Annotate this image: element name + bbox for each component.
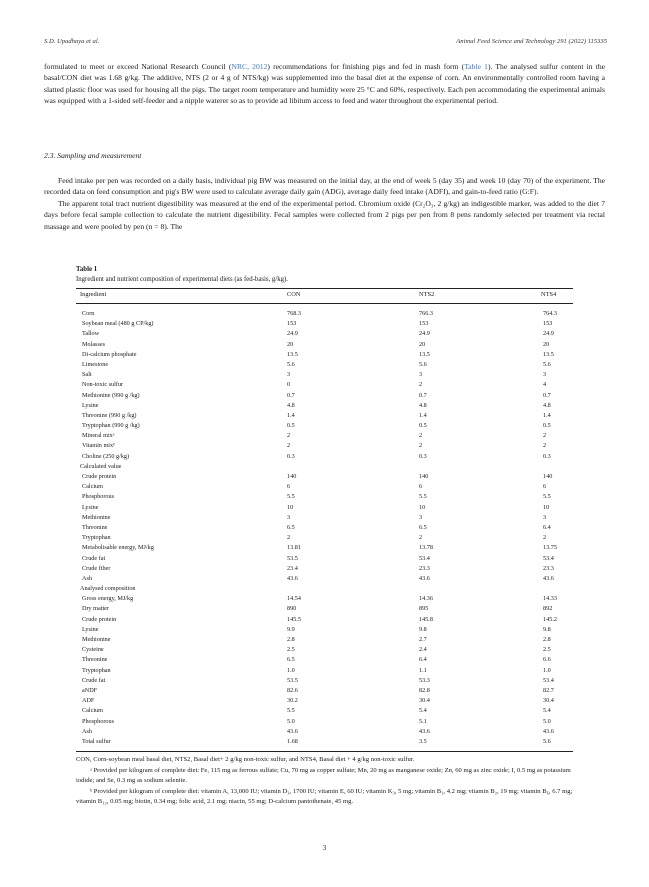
table-cell-ingredient: Choline (250 g/kg) [82, 452, 130, 460]
table-cell-ingredient: Lysine [82, 625, 99, 633]
table-cell-ingredient: Lysine [82, 401, 99, 409]
table-cell-value: 145.5 [287, 615, 301, 623]
table-cell-value: 6.5 [419, 523, 427, 531]
table-cell-ingredient: aNDF [82, 686, 98, 694]
table-cell-value: 1.4 [287, 411, 295, 419]
table-cell-value: 5.0 [543, 717, 551, 725]
table-cell-value: 5.4 [543, 707, 551, 715]
table-cell-value: 1.0 [287, 666, 295, 674]
table-row [76, 574, 573, 584]
table-row [76, 594, 573, 604]
table-cell-value: 2 [543, 432, 547, 440]
table-cell-value: 14.54 [287, 595, 301, 603]
table-cell-ingredient: Mineral mixᵃ [82, 432, 115, 440]
footnote-abbreviations: CON, Corn-soybean meal basal diet, NTS2, Basal diet+ 2 g/kg non-toxic sulfur, and NTS4, Basal diet + 4 g/kg non-toxic sulfur. [76, 756, 415, 763]
table-header-ingredient: Ingredient [80, 291, 107, 298]
table-row [76, 391, 573, 401]
table-footnotes [76, 755, 573, 808]
para1-text-3: ). The analysed sulfur content in the basal/CON diet was 1.68 g/kg. The additive, NTS (2 or 4 g of NTS/kg) was supplemented into the basal diet at the expense of corn. An environmentally controlled room having a slatted plastic floor was used for housing all the pigs. The target room temperature and humidity were 25 °C and 60%, respectively. Each pen accommodating the experimental animals was equipped with a 1-sided self-feeder and a nipple waterer so as to provide ad libitum access to feed and water throughout the experimental period. [44, 62, 605, 106]
table-row [76, 411, 573, 421]
table-cell-ingredient: Lysine [82, 503, 99, 511]
table-cell-value: 5.4 [419, 707, 427, 715]
table-cell-value: 0.3 [543, 452, 551, 460]
table-cell-value: 2 [543, 442, 547, 450]
table-row [76, 615, 573, 625]
table-cell-value: 53.5 [287, 554, 298, 562]
table-cell-value: 0.7 [419, 391, 427, 399]
table-cell-value: 13.78 [419, 544, 433, 552]
table-cell-value: 1.4 [419, 411, 427, 419]
running-header-journal: Animal Feed Science and Technology 291 (2022) 115335 [456, 38, 607, 45]
table-cell-ingredient: ADF [82, 697, 95, 705]
table-row [76, 350, 573, 360]
section-heading: 2.3. Sampling and measurement [44, 151, 142, 160]
table-cell-value: 4 [543, 381, 547, 389]
table-header-nts4: NTS4 [541, 291, 557, 298]
table-cell-ingredient: Methionine [82, 636, 111, 643]
table-cell-value: 6.4 [419, 656, 427, 664]
table-cell-value: 43.6 [543, 727, 554, 735]
table-cell-ingredient: Crude fat [82, 554, 106, 562]
table-cell-value: 153 [419, 320, 429, 328]
table-cell-ingredient: Di-calcium phosphate [82, 350, 137, 358]
table-cell-ingredient: Non-toxic sulfur [82, 381, 124, 389]
table-cell-value: 5.6 [543, 737, 551, 745]
table-subheading: Analysed composition [80, 585, 136, 593]
table-cell-value: 892 [543, 605, 553, 613]
table-cell-value: 0.7 [287, 391, 295, 399]
table-cell-value: 2.4 [419, 646, 427, 654]
running-header-authors: S.D. Upadhaya et al. [44, 38, 100, 45]
table-cell-value: 20 [287, 340, 294, 348]
table-cell-value: 153 [543, 320, 553, 328]
table-row [76, 370, 573, 380]
table-row [76, 543, 573, 553]
table-cell-value: 3 [287, 371, 291, 379]
table-cell-value: 768.3 [287, 310, 301, 317]
table-row [76, 727, 573, 737]
table-cell-value: 10 [419, 503, 426, 511]
table-cell-value: 6.4 [543, 523, 551, 531]
table-cell-ingredient: Threonine (990 g /kg) [82, 411, 137, 419]
table-cell-ingredient: Cysteine [82, 646, 104, 654]
table-cell-value: 5.1 [419, 717, 427, 725]
table-cell-ingredient: Metabolisable energy, MJ/kg [82, 544, 154, 552]
table-cell-value: 82.8 [419, 686, 430, 694]
table-row [76, 309, 573, 319]
table-cell-value: 20 [543, 340, 550, 348]
table-cell-value: 140 [419, 473, 429, 480]
table-cell-value: 890 [287, 605, 297, 613]
table-cell-value: 4.8 [419, 401, 427, 409]
table-row [76, 452, 573, 462]
table-cell-ingredient: Ash [82, 727, 92, 735]
table-row [76, 340, 573, 350]
table-cell-value: 6.5 [287, 656, 295, 664]
table-cell-ingredient: Threonine [82, 656, 108, 664]
table-cell-value: 2 [419, 534, 423, 542]
table-cell-value: 20 [419, 340, 426, 348]
table-row [76, 655, 573, 665]
table-bottom-rule [76, 751, 573, 752]
table-cell-value: 3 [287, 513, 291, 521]
table-cell-value: 3 [543, 371, 547, 379]
table-cell-ingredient: Limestone [82, 360, 109, 368]
table-cell-value: 0.5 [419, 422, 427, 430]
table-cell-value: 5.6 [287, 360, 295, 368]
table-cell-value: 13.75 [543, 544, 557, 552]
table-cell-value: 5.6 [419, 360, 427, 368]
table-cell-value: 6.6 [543, 656, 551, 664]
table-header-nts2: NTS2 [419, 291, 435, 298]
table-cell-ingredient: Calcium [82, 483, 103, 491]
table-cell-ingredient: Ash [82, 574, 92, 582]
table-cell-value: 0 [287, 381, 291, 389]
table-row [76, 482, 573, 492]
table-cell-value: 9.8 [543, 625, 551, 633]
table-cell-value: 153 [287, 320, 297, 328]
table-cell-ingredient: Soybean meal (480 g CP/kg) [82, 320, 154, 328]
table-cell-ingredient: Tryptophan (990 g /kg) [82, 422, 140, 430]
page-number: 3 [322, 844, 327, 852]
table-cell-value: 2.5 [543, 646, 551, 654]
table-cell-value: 0.5 [543, 422, 551, 430]
table-body [76, 309, 573, 747]
table-cell-value: 5.6 [543, 360, 551, 368]
table-cell-value: 43.6 [287, 727, 298, 735]
table-subheading: Calculated value [80, 462, 122, 470]
table-cell-value: 3 [543, 513, 547, 521]
table-cell-ingredient: Phosphorous [82, 717, 114, 725]
table-cell-value: 140 [543, 473, 553, 480]
table-row [76, 472, 573, 482]
para1-text-1: formulated to meet or exceed National Research Council ( [44, 62, 232, 71]
table-cell-value: 10 [543, 503, 550, 511]
table-cell-value: 13.81 [287, 544, 301, 552]
table-cell-value: 0.3 [287, 452, 295, 460]
table-row [76, 401, 573, 411]
table-cell-value: 4.8 [543, 401, 551, 409]
table-link[interactable]: Table 1 [464, 62, 488, 71]
table-cell-value: 13.5 [543, 350, 554, 358]
para1-text-2: ) recommendations for finishing pigs and fed in mash form ( [267, 62, 465, 71]
table-cell-value: 766.3 [419, 310, 433, 317]
table-cell-value: 30.2 [287, 697, 298, 705]
table-cell-value: 2 [419, 432, 423, 440]
table-cell-value: 14.36 [419, 595, 433, 603]
table-cell-value: 2 [287, 442, 291, 450]
table-cell-value: 24.9 [543, 330, 554, 338]
table-cell-ingredient: Threonine [82, 523, 108, 531]
table-cell-value: 43.6 [543, 574, 554, 582]
table-cell-value: 2 [419, 381, 423, 389]
table-cell-value: 1.1 [419, 666, 427, 674]
table-row [76, 676, 573, 686]
table-cell-ingredient: Corn [82, 310, 95, 317]
table-row [76, 513, 573, 523]
table-cell-value: 10 [287, 503, 294, 511]
table-cell-ingredient: Calcium [82, 707, 103, 715]
table-cell-value: 43.6 [287, 574, 298, 582]
table-cell-value: 53.5 [287, 676, 298, 684]
table-cell-value: 764.3 [543, 310, 557, 317]
table-row [76, 666, 573, 676]
table-cell-value: 23.4 [287, 564, 298, 572]
table-cell-value: 23.3 [419, 564, 430, 572]
footnote-b: ᵇ Provided per kilogram of complete diet: vitamin A, 13,000 IU; vitamin D₃, 1700 IU; vitamin E, 60 IU; vitamin K₃, 5 mg; vitamin B₁, 4.2 mg; vitamin B₂, 19 mg; vitamin B₆, 6.7 mg; vitamin B₁₂, 0.05 mg; biotin, 0.34 mg; folic acid, 2.1 mg; niacin, 55 mg; D-calcium pantothenate, 45 mg. [76, 787, 573, 805]
table-cell-value: 6 [543, 483, 547, 491]
table-cell-value: 53.4 [543, 676, 554, 684]
table-cell-value: 0.3 [419, 452, 427, 460]
table-cell-value: 9.9 [287, 625, 295, 633]
table-cell-ingredient: Salt [82, 371, 92, 379]
table-cell-value: 0.7 [543, 391, 551, 399]
table-row [76, 421, 573, 431]
table-cell-value: 30.4 [543, 697, 554, 705]
para2: Feed intake per pen was recorded on a daily basis, individual pig BW was measured on the initial day, at the end of week 5 (day 35) and week 10 (day 70) of the experiment. The recorded data on feed consumption and pig's BW were used to calculate average daily gain (ADG), average daily feed intake (ADFI), and gain-to-feed ratio (G:F). [44, 176, 605, 197]
table-row [76, 523, 573, 533]
table-row [76, 564, 573, 574]
table-row [76, 329, 573, 339]
table-cell-ingredient: Tallow [82, 330, 100, 338]
table-cell-value: 9.8 [419, 625, 427, 633]
table-cell-value: 3 [419, 513, 423, 521]
table-cell-value: 82.7 [543, 686, 554, 694]
table-cell-value: 1.68 [287, 737, 298, 745]
table-cell-value: 1.0 [543, 666, 551, 674]
table-cell-value: 24.9 [287, 330, 298, 338]
table-cell-value: 5.5 [543, 493, 551, 501]
table-cell-ingredient: Tryptophan [82, 666, 111, 674]
para3: The apparent total tract nutrient digestibility was measured at the end of the experimental period. Chromium oxide (Cr₂O₃, 2 g/kg) an indigestible marker, was added to the diet 7 days before fecal sample collection to calculate the nutrient digestibility. Fecal samples were collected from 2 pigs per pen from 8 pens randomly selected per treatment via rectal massage and were pooled by pen (n = 8). The [44, 198, 605, 231]
table-cell-ingredient: Crude protein [82, 473, 117, 480]
table-cell-value: 43.6 [419, 574, 430, 582]
table-cell-value: 13.5 [419, 350, 430, 358]
table-cell-value: 14.33 [543, 595, 557, 603]
table-cell-value: 2 [419, 442, 423, 450]
table-cell-value: 145.8 [419, 615, 433, 623]
table-row [76, 635, 573, 645]
table-cell-value: 5.5 [419, 493, 427, 501]
table-cell-ingredient: Methionine (990 g /kg) [82, 391, 140, 399]
table-cell-value: 2.8 [287, 636, 295, 643]
table-cell-value: 82.6 [287, 686, 298, 694]
table-cell-ingredient: Gross energy, MJ/kg [82, 595, 134, 603]
table-cell-ingredient: Crude fiber [82, 564, 111, 572]
table-cell-ingredient: Dry matter [82, 605, 109, 613]
table-cell-value: 5.5 [287, 493, 295, 501]
paragraph-sampling [44, 175, 605, 232]
table-cell-ingredient: Tryptophan [82, 534, 111, 542]
table-header-rule [76, 303, 573, 304]
table-row [76, 360, 573, 370]
table-cell-value: 0.5 [287, 422, 295, 430]
table-row [76, 492, 573, 502]
table-row [76, 533, 573, 543]
table-cell-value: 53.4 [543, 554, 554, 562]
table-cell-value: 23.3 [543, 564, 554, 572]
table-row [76, 462, 573, 472]
table-cell-value: 6 [419, 483, 423, 491]
table-row [76, 319, 573, 329]
paragraph-diet-formulation [44, 61, 605, 107]
table-cell-value: 3.5 [419, 737, 427, 745]
table-cell-value: 5.0 [287, 717, 295, 725]
footnote-a: ᵃ Provided per kilogram of complete diet: Fe, 115 mg as ferrous sulfate; Cu, 70 mg as copper sulfate; Mn, 20 mg as manganese oxide; Zn, 60 mg as zinc oxide; I, 0.5 mg as potassium iodide; and Se, 0.3 mg as sodium selenite. [76, 766, 571, 784]
table-cell-ingredient: Phosphorous [82, 493, 114, 501]
table-cell-ingredient: Total sulfur [82, 737, 111, 745]
table-row [76, 686, 573, 696]
table-cell-value: 3 [419, 371, 423, 379]
table-row [76, 441, 573, 451]
table-cell-value: 53.4 [419, 554, 430, 562]
table-cell-value: 1.4 [543, 411, 551, 419]
table-cell-ingredient: Crude protein [82, 615, 117, 623]
table-row [76, 645, 573, 655]
table-row [76, 737, 573, 747]
table-row [76, 625, 573, 635]
table-cell-value: 13.5 [287, 350, 298, 358]
table-row [76, 696, 573, 706]
table-label: Table 1 [76, 266, 98, 273]
table-cell-value: 2 [543, 534, 547, 542]
table-cell-value: 895 [419, 605, 429, 613]
table-cell-value: 24.9 [419, 330, 430, 338]
table-row [76, 554, 573, 564]
table-caption [76, 265, 288, 285]
table-cell-value: 2 [287, 534, 291, 542]
table-row [76, 431, 573, 441]
table-cell-value: 5.5 [287, 707, 295, 715]
table-cell-value: 53.3 [419, 676, 430, 684]
table-cell-value: 6 [287, 483, 291, 491]
table-cell-value: 140 [287, 473, 297, 480]
table-row [76, 604, 573, 614]
table-cell-ingredient: Molasses [82, 340, 106, 348]
table-cell-ingredient: Methionine [82, 513, 111, 521]
table-header-con: CON [287, 291, 301, 298]
table-top-rule [76, 288, 573, 289]
table-title: Ingredient and nutrient composition of experimental diets (as fed-basis, g/kg). [76, 276, 288, 283]
table-cell-value: 2.5 [287, 646, 295, 654]
table-cell-value: 2.7 [419, 636, 427, 643]
table-cell-value: 43.6 [419, 727, 430, 735]
table-row [76, 503, 573, 513]
table-cell-value: 4.8 [287, 401, 295, 409]
table-cell-value: 30.4 [419, 697, 430, 705]
table-cell-value: 2 [287, 432, 291, 440]
table-cell-ingredient: Vitamin mixᵇ [82, 442, 115, 450]
citation-link-nrc[interactable]: NRC, 2012 [231, 62, 268, 71]
table-row [76, 584, 573, 594]
table-row [76, 380, 573, 390]
table-cell-value: 145.2 [543, 615, 557, 623]
table-cell-value: 2.8 [543, 636, 551, 643]
table-cell-ingredient: Crude fat [82, 676, 106, 684]
table-row [76, 706, 573, 716]
table-cell-value: 6.5 [287, 523, 295, 531]
table-row [76, 717, 573, 727]
